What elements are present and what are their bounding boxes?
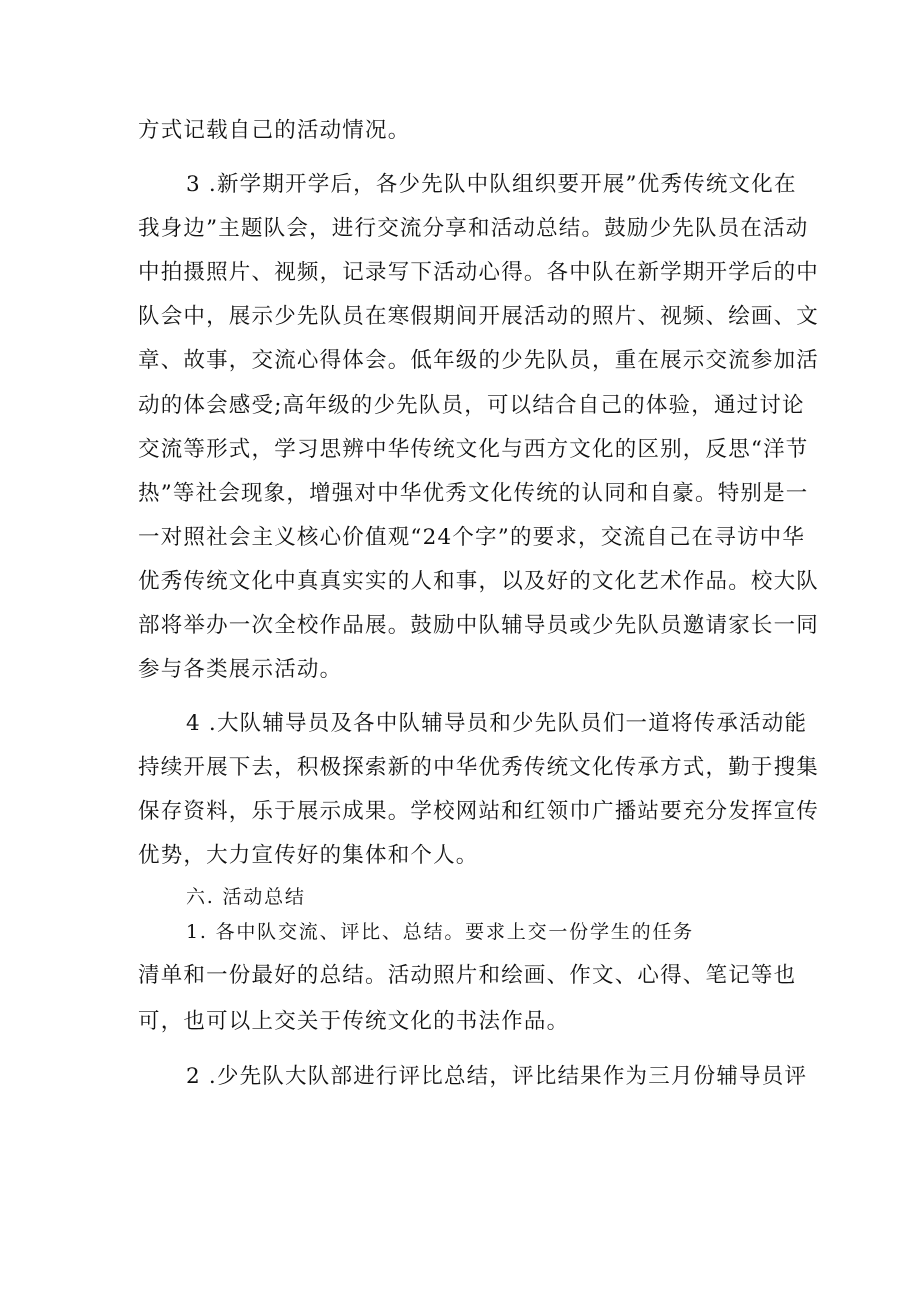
text-line-21: 可，也可以上交关于传统文化的书法作品。 bbox=[138, 1009, 570, 1034]
text-line-20: 清单和一份最好的总结。活动照片和绘画、作文、心得、笔记等也 bbox=[138, 963, 797, 988]
section-heading-activity-summary: 六. 活动总结 bbox=[186, 886, 306, 908]
text-line-8: 交流等形式，学习思辨中华传统文化与西方文化的区别，反思“洋节 bbox=[138, 437, 809, 462]
text-line-9: 热”等社会现象，增强对中华优秀文化传统的认同和自豪。特别是一 bbox=[138, 481, 809, 506]
text-line-10: 一对照社会主义核心价值观“24个字”的要求，交流自己在寻访中华 bbox=[138, 525, 806, 550]
text-line-13: 参与各类展示活动。 bbox=[138, 657, 343, 682]
summary-item-2-start: 2 .少先队大队部进行评比总结，评比结果作为三月份辅导员评 bbox=[186, 1064, 808, 1089]
summary-item-1-start: 1. 各中队交流、评比、总结。要求上交一份学生的任务 bbox=[186, 921, 694, 943]
text-line-7: 动的体会感受;高年级的少先队员，可以结合自己的体验，通过讨论 bbox=[138, 393, 805, 418]
text-line-17: 优势，大力宣传好的集体和个人。 bbox=[138, 843, 479, 868]
text-line-12: 部将举办一次全校作品展。鼓励中队辅导员或少先队员邀请家长一同 bbox=[138, 613, 820, 638]
text-line-11: 优秀传统文化中真真实实的人和事，以及好的文化艺术作品。校大队 bbox=[138, 569, 820, 594]
text-line-16: 保存资料，乐于展示成果。学校网站和红领巾广播站要充分发挥宣传 bbox=[138, 799, 820, 824]
text-line-4: 中拍摄照片、视频，记录写下活动心得。各中队在新学期开学后的中 bbox=[138, 260, 820, 285]
text-line-15: 持续开展下去，积极探索新的中华优秀传统文化传承方式，勤于搜集 bbox=[138, 755, 820, 780]
paragraph-4-start: 4 .大队辅导员及各中队辅导员和少先队员们一道将传承活动能 bbox=[186, 711, 808, 736]
paragraph-3-start: 3 .新学期开学后，各少先队中队组织要开展”优秀传统文化在 bbox=[186, 172, 797, 197]
text-line-6: 章、故事，交流心得体会。低年级的少先队员，重在展示交流参加活 bbox=[138, 348, 820, 373]
text-line-1: 方式记载自己的活动情况。 bbox=[138, 118, 411, 143]
text-line-5: 队会中，展示少先队员在寒假期间开展活动的照片、视频、绘画、文 bbox=[138, 304, 820, 329]
text-line-3: 我身边”主题队会，进行交流分享和活动总结。鼓励少先队员在活动 bbox=[138, 216, 809, 241]
